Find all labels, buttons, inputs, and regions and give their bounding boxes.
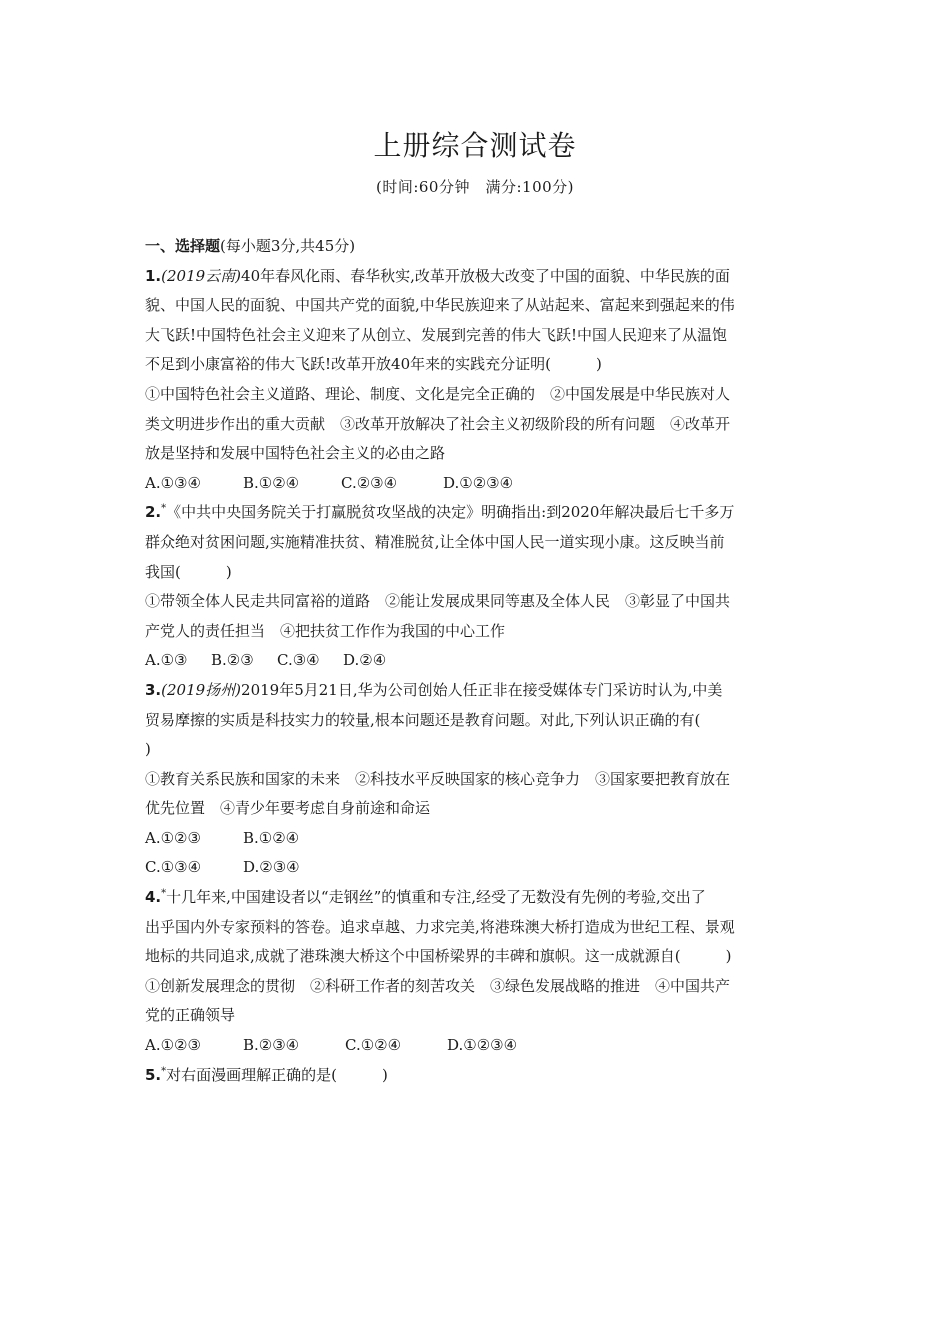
question-5 [145, 1061, 810, 1091]
question-text-line: 群众绝对贫困问题,实施精准扶贫、精准脱贫,让全体中国人民一道实现小康。这反映当前 [145, 532, 725, 551]
difficulty-star-icon: * [161, 1065, 167, 1077]
question-2 [145, 498, 810, 676]
option-b[interactable]: B.①②④ [243, 828, 300, 847]
option-a[interactable]: A.①②③ [145, 1036, 201, 1055]
option-c[interactable]: C.③④ [277, 651, 320, 670]
question-section [145, 232, 810, 1090]
statement-line: ①中国特色社会主义道路、理论、制度、文化是完全正确的 ②中国发展是中华民族对人 [145, 384, 731, 403]
option-a[interactable]: A.①③ [145, 651, 188, 670]
question-number: 1. [145, 266, 162, 285]
option-d[interactable]: D.②③④ [243, 858, 300, 877]
section-label: 一、选择题 [145, 237, 221, 255]
answer-options [145, 646, 810, 676]
option-a[interactable]: A.①③④ [145, 473, 201, 492]
question-text-line: 出乎国内外专家预料的答卷。追求卓越、力求完美,将港珠澳大桥打造成为世纪工程、景观 [145, 917, 735, 936]
answer-options [145, 469, 810, 499]
page-title: 上册综合测试卷 [373, 129, 577, 162]
section-heading [145, 232, 810, 262]
exam-info: (时间:60分钟 满分:100分) [375, 178, 575, 196]
option-d[interactable]: D.①②③④ [447, 1036, 518, 1055]
question-number: 4. [145, 888, 162, 907]
option-c[interactable]: C.①②④ [345, 1036, 402, 1055]
question-text: 十几年来,中国建设者以“走钢丝”的慎重和专注,经受了无数没有先例的考验,交出了 [166, 888, 706, 907]
option-c[interactable]: C.①③④ [145, 858, 202, 877]
question-number: 5. [145, 1065, 162, 1084]
question-1 [145, 262, 810, 499]
question-text-line [145, 676, 810, 706]
statement-line: ①教育关系民族和国家的未来 ②科技水平反映国家的核心竞争力 ③国家要把教育放在 [145, 769, 731, 788]
difficulty-star-icon: * [161, 888, 167, 900]
question-text: 对右面漫画理解正确的是( ) [166, 1065, 388, 1084]
question-text-line: 贸易摩擦的实质是科技实力的较量,根本问题还是教育问题。对此,下列认识正确的有( [145, 710, 701, 729]
question-text-line [145, 498, 810, 528]
question-text-line: 貌、中国人民的面貌、中国共产党的面貌,中华民族迎来了从站起来、富起来到强起来的伟 [145, 296, 735, 315]
statement-line: ①带领全体人民走共同富裕的道路 ②能让发展成果同等惠及全体人民 ③彰显了中国共 [145, 592, 731, 611]
statement-line: 优先位置 ④青少年要考虑自身前途和命运 [145, 799, 431, 818]
question-text-line: 大飞跃!中国特色社会主义迎来了从创立、发展到完善的伟大飞跃!中国人民迎来了从温饱 [145, 325, 728, 344]
option-d[interactable]: D.①②③④ [443, 473, 514, 492]
answer-options [145, 1031, 810, 1061]
question-text: 《中共中央国务院关于打赢脱贫攻坚战的决定》明确指出:到2020年解决最后七千多万 [166, 503, 735, 522]
answer-options [145, 824, 810, 854]
question-text-line: 我国( ) [145, 562, 232, 581]
option-b[interactable]: B.②③ [211, 651, 254, 670]
difficulty-star-icon: * [161, 503, 167, 515]
statement-line: 党的正确领导 [145, 1006, 236, 1025]
question-source: (2019云南) [161, 266, 242, 285]
question-number: 2. [145, 503, 162, 522]
option-b[interactable]: B.②③④ [243, 1036, 300, 1055]
question-text-line [145, 262, 810, 292]
option-d[interactable]: D.②④ [343, 651, 387, 670]
question-source: (2019扬州) [161, 680, 242, 699]
question-number: 3. [145, 680, 162, 699]
question-text-line [145, 1061, 810, 1091]
question-text: 40年春风化雨、春华秋实,改革开放极大改变了中国的面貌、中华民族的面 [241, 266, 730, 285]
question-text: 2019年5月21日,华为公司创始人任正非在接受媒体专门采访时认为,中美 [241, 680, 723, 699]
question-text-line: 不足到小康富裕的伟大飞跃!改革开放40年来的实践充分证明( ) [145, 355, 602, 374]
statement-line: ①创新发展理念的贯彻 ②科研工作者的刻苦攻关 ③绿色发展战略的推进 ④中国共产 [145, 976, 731, 995]
option-a[interactable]: A.①②③ [145, 828, 201, 847]
question-3 [145, 676, 810, 883]
question-text-line [145, 883, 810, 913]
question-text-line: 地标的共同追求,成就了港珠澳大桥这个中国桥梁界的丰碑和旗帜。这一成就源自( ) [145, 947, 732, 966]
question-text-line: ) [145, 740, 151, 759]
option-b[interactable]: B.①②④ [243, 473, 300, 492]
section-scoring-note: (每小题3分,共45分) [220, 237, 356, 255]
statement-line: 产党人的责任担当 ④把扶贫工作作为我国的中心工作 [145, 621, 506, 640]
option-c[interactable]: C.②③④ [341, 473, 398, 492]
statement-line: 放是坚持和发展中国特色社会主义的必由之路 [145, 444, 446, 463]
answer-options [145, 853, 810, 883]
question-4 [145, 883, 810, 1061]
statement-line: 类文明进步作出的重大贡献 ③改革开放解决了社会主义初级阶段的所有问题 ④改革开 [145, 414, 731, 433]
